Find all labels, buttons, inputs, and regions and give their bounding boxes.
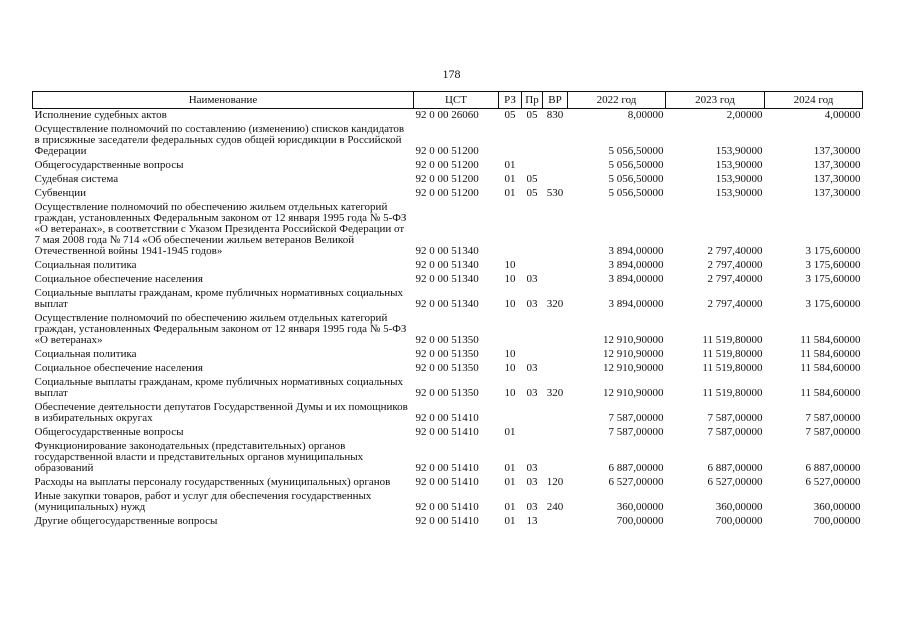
cell-2023: 2 797,40000 (707, 298, 763, 310)
table-row (33, 401, 863, 426)
cell-2022: 3 894,00000 (608, 259, 664, 271)
cell-2024: 360,00000 (813, 501, 861, 513)
cell-vr: 530 (546, 187, 564, 199)
cell-pr (522, 259, 543, 273)
cell-vr: 320 (546, 387, 564, 399)
cell-2024: 4,00000 (824, 109, 861, 121)
cell-rz: 10 (504, 298, 516, 310)
cell-2022: 12 910,90000 (603, 387, 664, 399)
cell-2023: 153,90000 (715, 187, 763, 199)
cell-2024: 11 584,60000 (800, 348, 861, 360)
cell-2023: 360,00000 (715, 501, 763, 513)
table-row (33, 187, 863, 201)
table-row (33, 515, 863, 529)
table-row (33, 123, 863, 159)
cell-rz: 01 (504, 187, 516, 199)
cell-2024: 700,00000 (813, 515, 861, 527)
cell-pr (522, 159, 543, 173)
cell-2024: 11 584,60000 (800, 362, 861, 374)
cell-vr: 120 (546, 476, 564, 488)
table-row (33, 173, 863, 187)
cell-2023: 11 519,80000 (702, 362, 763, 374)
cell-2022: 5 056,50000 (608, 159, 664, 171)
page-number: 178 (442, 67, 461, 81)
cell-2022: 12 910,90000 (603, 362, 664, 374)
cell-vr: 320 (546, 298, 564, 310)
cell-cst: 92 0 00 51410 (415, 501, 479, 513)
cell-pr (522, 201, 543, 259)
cell-2024: 137,30000 (813, 145, 861, 157)
cell-cst: 92 0 00 51200 (415, 159, 479, 171)
table-row (33, 273, 863, 287)
column-header-pr: Пр (522, 92, 543, 109)
cell-2023: 11 519,80000 (702, 334, 763, 346)
cell-rz: 01 (504, 515, 516, 527)
cell-2023: 7 587,00000 (707, 412, 763, 424)
cell-cst: 92 0 00 51340 (415, 298, 479, 310)
cell-cst: 92 0 00 51410 (415, 412, 479, 424)
cell-cst: 92 0 00 51350 (415, 334, 479, 346)
table-row (33, 476, 863, 490)
cell-2023: 153,90000 (715, 145, 763, 157)
cell-cst: 92 0 00 51410 (415, 462, 479, 474)
cell-vr: 240 (546, 501, 564, 513)
cell-cst: 92 0 00 51350 (415, 362, 479, 374)
cell-2022: 6 527,00000 (608, 476, 664, 488)
cell-2022: 7 587,00000 (608, 412, 664, 424)
cell-2022: 700,00000 (616, 515, 664, 527)
cell-2022: 7 587,00000 (608, 426, 664, 438)
cell-vr (543, 348, 568, 362)
cell-rz: 10 (504, 259, 516, 271)
cell-pr: 05 (526, 187, 538, 199)
cell-2024: 7 587,00000 (805, 426, 861, 438)
cell-pr: 03 (526, 298, 538, 310)
column-header-name: Наименование (33, 92, 414, 109)
cell-pr: 03 (526, 462, 538, 474)
cell-name: Осуществление полномочий по составлению (изменению) списков кандидатов в присяжные заседатели федеральных судов общей юрисдикции в Российской Федерации (34, 123, 405, 157)
cell-2023: 7 587,00000 (707, 426, 763, 438)
cell-rz: 01 (504, 501, 516, 513)
cell-rz: 01 (504, 476, 516, 488)
cell-pr: 03 (526, 476, 538, 488)
table-row (33, 259, 863, 273)
cell-rz: 01 (504, 159, 516, 171)
cell-rz (499, 201, 522, 259)
cell-cst: 92 0 00 51410 (415, 426, 479, 438)
column-header-vr: ВР (543, 92, 568, 109)
cell-name: Расходы на выплаты персоналу государственных (муниципальных) органов (34, 476, 391, 488)
table-row (33, 362, 863, 376)
cell-pr (522, 426, 543, 440)
cell-rz: 10 (504, 273, 516, 285)
cell-pr: 03 (526, 501, 538, 513)
cell-name: Судебная система (34, 173, 119, 185)
table-row (33, 287, 863, 312)
cell-rz (499, 312, 522, 348)
cell-2024: 3 175,60000 (805, 273, 861, 285)
cell-2023: 700,00000 (715, 515, 763, 527)
cell-name: Социальная политика (34, 259, 137, 271)
table-row (33, 426, 863, 440)
cell-cst: 92 0 00 51200 (415, 145, 479, 157)
table-row (33, 348, 863, 362)
cell-cst: 92 0 00 51410 (415, 476, 479, 488)
column-header-2024: 2024 год (765, 92, 863, 109)
cell-name: Социальное обеспечение населения (34, 362, 203, 374)
cell-2022: 360,00000 (616, 501, 664, 513)
cell-name: Общегосударственные вопросы (34, 159, 184, 171)
cell-cst: 92 0 00 51350 (415, 387, 479, 399)
cell-pr: 13 (526, 515, 538, 527)
cell-2024: 137,30000 (813, 159, 861, 171)
cell-vr (543, 123, 568, 159)
cell-pr: 05 (526, 173, 538, 185)
cell-vr (543, 259, 568, 273)
cell-cst: 92 0 00 51410 (415, 515, 479, 527)
cell-2024: 3 175,60000 (805, 259, 861, 271)
cell-2022: 12 910,90000 (603, 334, 664, 346)
cell-rz (499, 123, 522, 159)
cell-2023: 2 797,40000 (707, 273, 763, 285)
cell-2022: 3 894,00000 (608, 273, 664, 285)
table-row (33, 109, 863, 124)
cell-rz (499, 401, 522, 426)
table-body (33, 109, 863, 530)
cell-name: Социальная политика (34, 348, 137, 360)
cell-name: Социальные выплаты гражданам, кроме публичных нормативных социальных выплат (34, 287, 403, 310)
cell-name: Субвенции (34, 187, 87, 199)
cell-name: Социальные выплаты гражданам, кроме публичных нормативных социальных выплат (34, 376, 403, 399)
cell-vr (543, 273, 568, 287)
cell-rz: 10 (504, 348, 516, 360)
table-row (33, 159, 863, 173)
cell-vr (543, 159, 568, 173)
cell-vr (543, 426, 568, 440)
cell-pr (522, 312, 543, 348)
column-header-2022: 2022 год (568, 92, 666, 109)
cell-2024: 11 584,60000 (800, 334, 861, 346)
cell-2023: 6 887,00000 (707, 462, 763, 474)
cell-2024: 11 584,60000 (800, 387, 861, 399)
cell-vr (543, 173, 568, 187)
table-row (33, 490, 863, 515)
cell-rz: 05 (504, 109, 516, 121)
table-row (33, 201, 863, 259)
cell-cst: 92 0 00 51200 (415, 173, 479, 185)
cell-2022: 3 894,00000 (608, 298, 664, 310)
cell-2022: 6 887,00000 (608, 462, 664, 474)
cell-2022: 12 910,90000 (603, 348, 664, 360)
cell-2023: 6 527,00000 (707, 476, 763, 488)
cell-2022: 3 894,00000 (608, 245, 664, 257)
cell-cst: 92 0 00 51350 (415, 348, 479, 360)
cell-2024: 3 175,60000 (805, 245, 861, 257)
cell-name: Функционирование законодательных (представительных) органов государственной власти и представительных органов муниципальных образований (34, 440, 364, 474)
cell-vr (543, 362, 568, 376)
cell-2022: 8,00000 (627, 109, 664, 121)
cell-cst: 92 0 00 26060 (415, 109, 479, 121)
cell-2023: 11 519,80000 (702, 348, 763, 360)
cell-2022: 5 056,50000 (608, 187, 664, 199)
table-row (33, 376, 863, 401)
cell-cst: 92 0 00 51340 (415, 245, 479, 257)
cell-name: Общегосударственные вопросы (34, 426, 184, 438)
cell-2023: 153,90000 (715, 173, 763, 185)
cell-rz: 01 (504, 173, 516, 185)
cell-2024: 3 175,60000 (805, 298, 861, 310)
table-header (33, 92, 863, 109)
cell-cst: 92 0 00 51340 (415, 273, 479, 285)
cell-name: Осуществление полномочий по обеспечению жильем отдельных категорий граждан, установленных Федеральным законом от 12 января 1995 года № 5-ФЗ «О ветеранах» (34, 312, 407, 346)
cell-2022: 5 056,50000 (608, 173, 664, 185)
cell-vr (543, 312, 568, 348)
column-header-cst: ЦСТ (414, 92, 499, 109)
cell-2024: 6 527,00000 (805, 476, 861, 488)
cell-2022: 5 056,50000 (608, 145, 664, 157)
cell-2024: 137,30000 (813, 173, 861, 185)
cell-2023: 2 797,40000 (707, 259, 763, 271)
cell-2023: 2 797,40000 (707, 245, 763, 257)
column-header-2023: 2023 год (666, 92, 765, 109)
cell-vr (543, 515, 568, 529)
cell-pr (522, 123, 543, 159)
cell-name: Другие общегосударственные вопросы (34, 515, 218, 527)
cell-vr: 830 (546, 109, 564, 121)
cell-name: Социальное обеспечение населения (34, 273, 203, 285)
budget-table (32, 91, 863, 529)
cell-rz: 10 (504, 362, 516, 374)
cell-vr (543, 440, 568, 476)
cell-2023: 153,90000 (715, 159, 763, 171)
cell-pr: 03 (526, 387, 538, 399)
cell-2024: 137,30000 (813, 187, 861, 199)
cell-name: Обеспечение деятельности депутатов Государственной Думы и их помощников в избирательных округах (34, 401, 408, 424)
cell-name: Исполнение судебных актов (34, 109, 167, 121)
cell-cst: 92 0 00 51200 (415, 187, 479, 199)
cell-2024: 7 587,00000 (805, 412, 861, 424)
cell-pr: 03 (526, 362, 538, 374)
table-row (33, 312, 863, 348)
cell-cst: 92 0 00 51340 (415, 259, 479, 271)
table-row (33, 440, 863, 476)
cell-vr (543, 401, 568, 426)
cell-rz: 01 (504, 426, 516, 438)
cell-rz: 10 (504, 387, 516, 399)
cell-pr: 03 (526, 273, 538, 285)
cell-2024: 6 887,00000 (805, 462, 861, 474)
cell-2023: 2,00000 (726, 109, 763, 121)
cell-pr (522, 348, 543, 362)
cell-vr (543, 201, 568, 259)
cell-pr (522, 401, 543, 426)
cell-pr: 05 (526, 109, 538, 121)
cell-2023: 11 519,80000 (702, 387, 763, 399)
cell-name: Иные закупки товаров, работ и услуг для обеспечения государственных (муниципальных) нужд (34, 490, 372, 513)
column-header-rz: РЗ (499, 92, 522, 109)
cell-name: Осуществление полномочий по обеспечению жильем отдельных категорий граждан, установленных Федеральным законом от 12 января 1995 года № 5-ФЗ «О ветеранах», в соответствии с Указом Президента Российской Федерации от 7 мая 2008 года № 714 «Об обеспечении жильем ветеранов Великой Отечественной войны 1941-1945 годов» (34, 201, 407, 257)
cell-rz: 01 (504, 462, 516, 474)
